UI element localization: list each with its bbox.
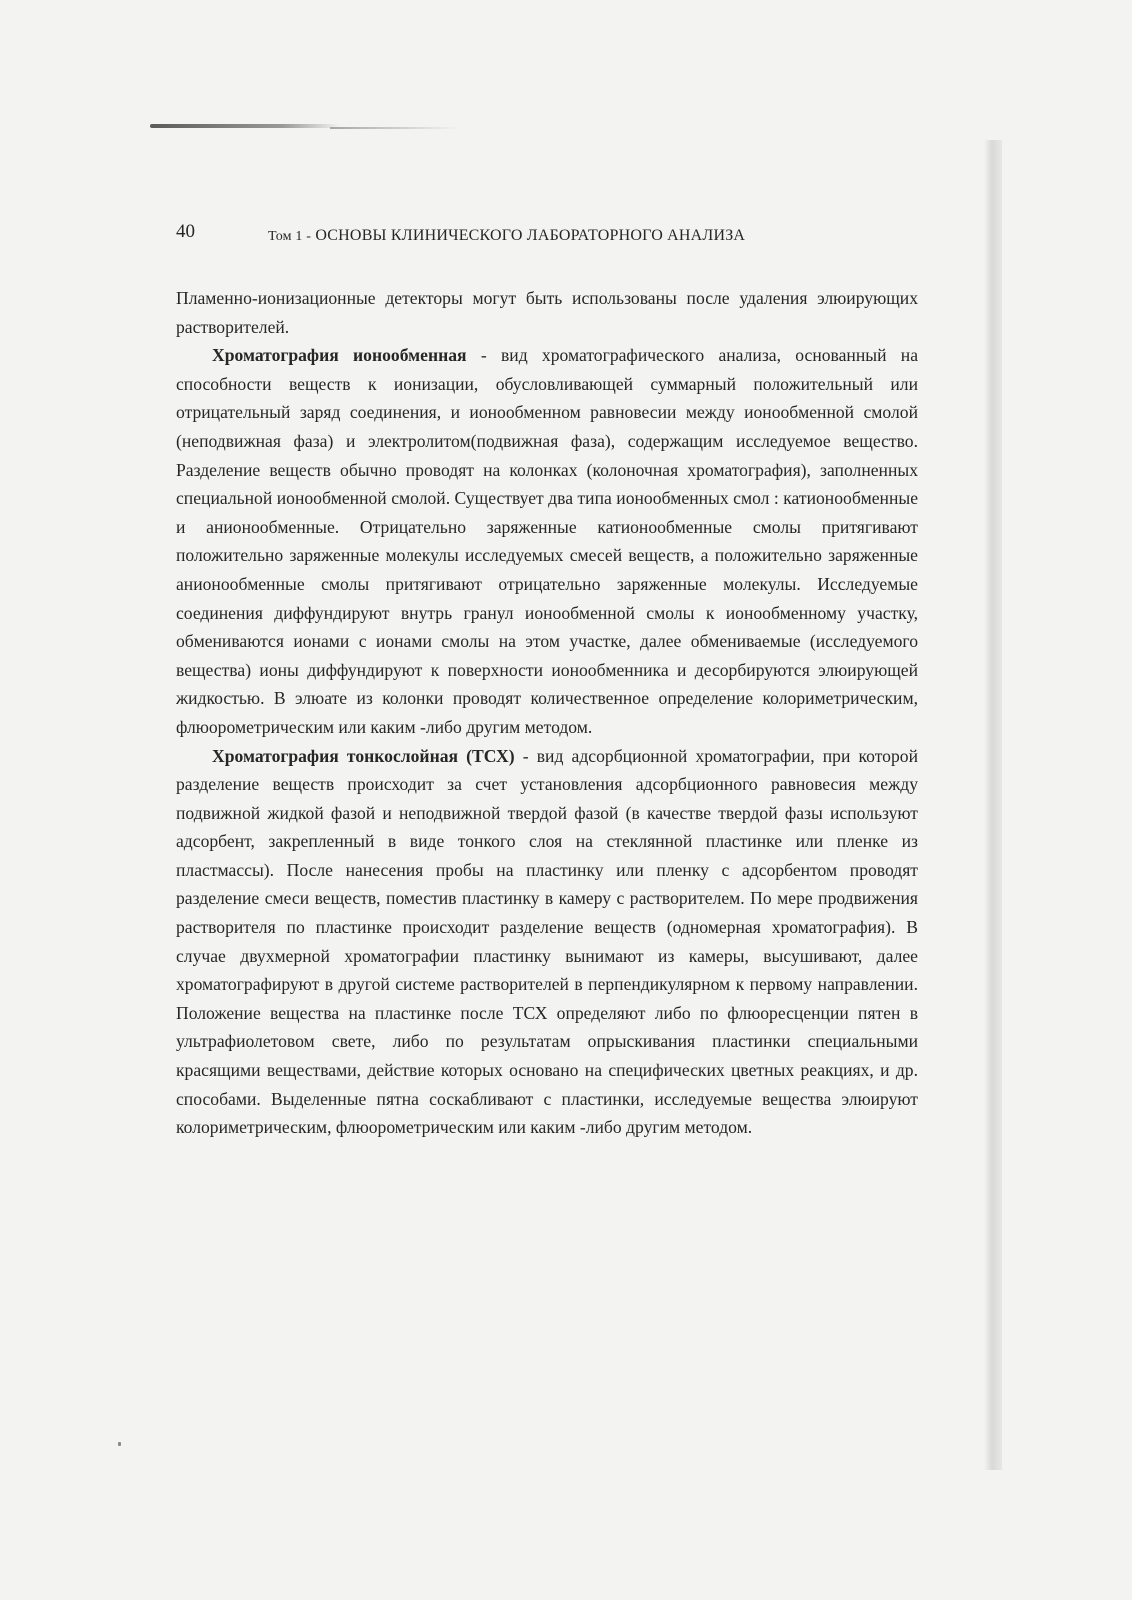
running-title-main: ОСНОВЫ КЛИНИЧЕСКОГО ЛАБОРАТОРНОГО АНАЛИЗА [315,227,746,244]
running-header [176,222,916,258]
top-rule-tail [330,127,460,129]
paragraph-text: - вид хроматографического анализа, основанный на способности веществ к ионизации, обусловливающей суммарный положительный или отрицательный заряд соединения, и ионообменном равновесии между ионообменной смолой (неподвижная фаза) и электролитом(подвижная фаза), содержащим исследуемое вещество. Разделение веществ обычно проводят на колонках (колоночная хроматография), заполненных специальной ионообменной смолой. Существует два типа ионообменных смол : катионообменные и анионообменные. Отрицательно заряженные катионообменные смолы притягивают положительно заряженные молекулы исследуемых смесей веществ, а положительно заряженные анионообменные смолы притягивают отрицательно заряженные молекулы. Исследуемые соединения диффундируют внутрь гранул ионообменной смолы к ионообменному участку, обмениваются ионами с ионами смолы на этом участке, далее обмениваемые (исследуемого вещества) ионы диффундируют к поверхности ионообменника и десорбируются элюирующей жидкостью. В элюате из колонки проводят количественное определение колориметрическим, флюорометрическим или каким -либо другим методом. [176,345,919,737]
page-number: 40 [176,221,195,242]
term-ion-exchange-chromatography: Хроматография ионообменная [212,345,467,366]
top-rule [150,124,340,128]
paragraph-thin-layer [176,742,918,1142]
paragraph-text: - вид адсорбционной хроматографии, при которой разделение веществ происходит за счет установления адсорбционного равновесия между подвижной жидкой фазой и неподвижной твердой фазой (в качестве твердой фазы используют адсорбент, закрепленный в виде тонкого слоя на стеклянной пластинке или пленке из пластмассы). После нанесения пробы на пластинку или пленку с адсорбентом проводят разделение смеси веществ, поместив пластинку в камеру с растворителем. По мере продвижения растворителя по пластинке происходит разделение веществ (одномерная хроматография). В случае двухмерной хроматографии пластинку вынимают из камеры, высушивают, далее хроматографируют в другой системе растворителей в перпендикулярном к первому направлении. Положение вещества на пластинке после ТСХ определяют либо по флюоресценции пятен в ультрафиолетовом свете, либо по результатам опрыскивания пластинки специальными красящими веществами, действие которых основано на специфических цветных реакциях, и др. способами. Выделенные пятна соскабливают с пластинки, исследуемые вещества элюируют колориметрическим, флюорометрическим или каким -либо другим методом. [176,745,918,1138]
paragraph-text: Пламенно-ионизационные детекторы могут быть использованы после удаления элюирующих растворителей. [176,288,918,337]
scan-speck [118,1442,121,1446]
paragraph-flame-detectors [176,284,918,341]
paragraph-ion-exchange [176,341,918,741]
running-title-volume: Том 1 - [268,229,312,244]
body-text [176,284,918,1142]
running-title [268,226,745,247]
term-thin-layer-chromatography: Хроматография тонкослойная (ТСХ) [212,745,515,766]
spine-shadow [984,140,1002,1470]
